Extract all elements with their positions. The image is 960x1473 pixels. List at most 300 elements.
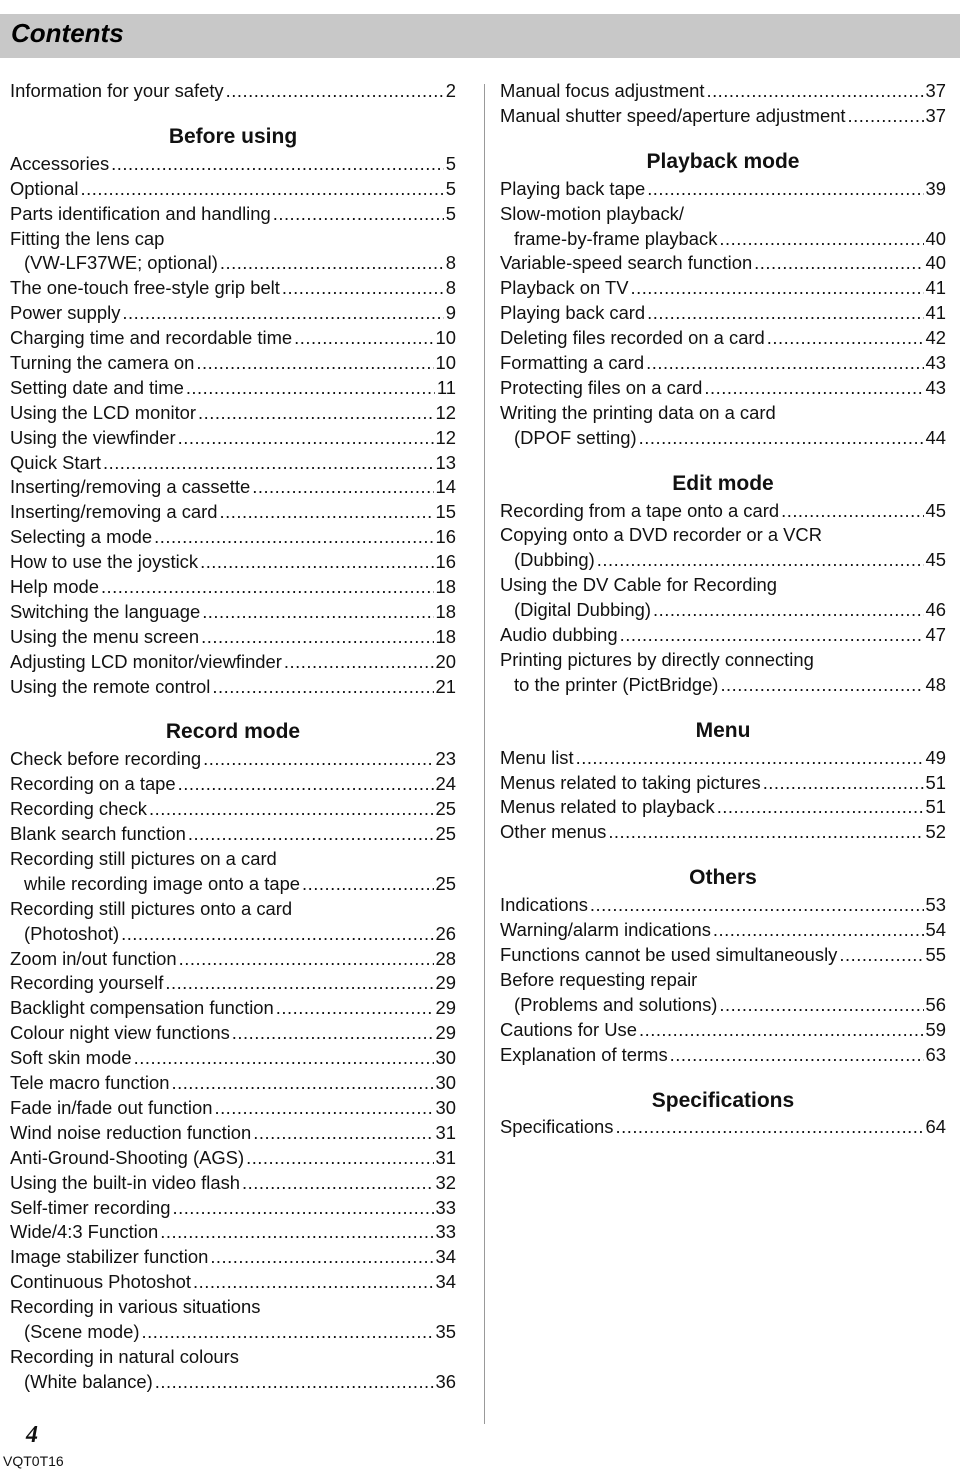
toc-entry[interactable] [10, 1021, 456, 1046]
toc-page-number: 11 [436, 376, 456, 398]
toc-entry-title: The one-touch free-style grip belt [10, 277, 280, 299]
toc-entry[interactable] [500, 499, 946, 524]
toc-entry-title: Playing back tape [500, 177, 646, 199]
toc-entry[interactable] [10, 822, 456, 847]
toc-page-number: 8 [445, 252, 456, 274]
toc-entry[interactable] [10, 550, 456, 575]
toc-entry[interactable] [10, 1270, 456, 1295]
dot-leader [630, 276, 923, 301]
toc-entry[interactable] [10, 1171, 456, 1196]
toc-page-number: 59 [925, 1018, 946, 1040]
toc-entry-title: Using the viewfinder [10, 426, 176, 448]
toc-entry-title: Formatting a card [500, 352, 645, 373]
dot-leader [201, 625, 433, 650]
dot-leader [576, 746, 924, 771]
toc-entry[interactable] [10, 152, 456, 177]
dot-leader [713, 918, 924, 943]
toc-entry[interactable] [500, 795, 946, 820]
toc-entry-title: Information for your safety [10, 79, 224, 101]
toc-entry-title: Before requesting repair [500, 968, 698, 990]
toc-page-number: 31 [435, 1121, 456, 1143]
toc-entry-title: Wide/4:3 Function [10, 1221, 159, 1243]
toc-entry[interactable] [500, 1018, 946, 1043]
toc-page-number: 63 [925, 1043, 946, 1065]
toc-entry-title: Slow-motion playback/ [500, 202, 684, 224]
toc-entry-title: Playing back card [500, 302, 646, 324]
toc-entry[interactable] [10, 1146, 456, 1171]
toc-page-number: 40 [925, 227, 946, 249]
toc-entry-title: Manual shutter speed/aperture adjustment [500, 104, 846, 126]
toc-entry-title: Recording in various situations [10, 1296, 261, 1318]
toc-page-number: 42 [925, 327, 946, 349]
toc-entry-title: Menus related to taking pictures [500, 771, 761, 793]
toc-entry-line [10, 1295, 456, 1320]
dot-leader [178, 772, 434, 797]
toc-page-number: 37 [925, 79, 946, 101]
toc-entry-title: Colour night view functions [10, 1022, 230, 1044]
toc-entry-title: How to use the joystick [10, 551, 199, 573]
toc-entry-title: Quick Start [10, 451, 101, 473]
toc-entry[interactable] [500, 79, 946, 104]
toc-page-number: 29 [435, 972, 456, 994]
toc-entry-line [10, 1345, 456, 1370]
toc-entry-title: Using the DV Cable for Recording [500, 574, 778, 596]
toc-entry[interactable] [10, 747, 456, 772]
toc-entry[interactable] [10, 1245, 456, 1270]
toc-right-column [500, 79, 946, 1140]
dot-leader [717, 795, 924, 820]
toc-page-number: 34 [435, 1246, 456, 1268]
dot-leader [134, 1046, 434, 1071]
toc-page-number: 41 [925, 277, 946, 299]
document-code: VQT0T16 [3, 1453, 64, 1469]
toc-entry[interactable] [500, 943, 946, 968]
dot-leader [246, 1146, 433, 1171]
dot-leader [160, 1220, 433, 1245]
toc-entry[interactable] [500, 376, 946, 401]
toc-page-number: 29 [435, 997, 456, 1019]
toc-entry-line [500, 401, 946, 426]
dot-leader [639, 1018, 924, 1043]
toc-page-number: 45 [925, 499, 946, 521]
dot-leader [639, 426, 924, 451]
toc-page-number: 30 [435, 1047, 456, 1069]
dot-leader [242, 1171, 434, 1196]
toc-entry[interactable] [500, 918, 946, 943]
toc-entry-title: Adjusting LCD monitor/viewfinder [10, 650, 282, 672]
dot-leader [101, 575, 434, 600]
toc-entry[interactable] [10, 276, 456, 301]
toc-entry[interactable] [10, 202, 456, 227]
section-heading: Before using [168, 124, 298, 148]
toc-entry-title: frame-by-frame playback [514, 227, 718, 249]
toc-entry[interactable] [10, 475, 456, 500]
dot-leader [252, 475, 433, 500]
toc-page-number: 46 [925, 599, 946, 621]
dot-leader [226, 79, 444, 104]
toc-page-number: 30 [435, 1096, 456, 1118]
dot-leader [188, 822, 434, 847]
toc-page-number: 33 [435, 1221, 456, 1243]
toc-page-number: 30 [435, 1072, 456, 1094]
toc-page-number: 40 [925, 252, 946, 274]
toc-entry[interactable] [10, 650, 456, 675]
toc-page-number: 35 [435, 1320, 456, 1342]
toc-entry-title: Help mode [10, 576, 99, 598]
dot-leader [720, 673, 923, 698]
toc-entry[interactable] [500, 820, 946, 845]
toc-entry[interactable] [10, 575, 456, 600]
toc-entry[interactable] [10, 772, 456, 797]
toc-entry-title: Check before recording [10, 748, 202, 770]
toc-entry[interactable] [10, 301, 456, 326]
toc-page-number: 37 [925, 104, 946, 126]
dot-leader [165, 971, 433, 996]
toc-entry[interactable] [10, 1196, 456, 1221]
toc-entry[interactable] [10, 177, 456, 202]
toc-entry-line [500, 523, 946, 548]
toc-entry-title: Charging time and recordable time [10, 327, 293, 349]
toc-entry-title: Manual focus adjustment [500, 79, 705, 101]
toc-page-number: 8 [445, 277, 456, 299]
dot-leader [171, 1071, 433, 1096]
toc-entry[interactable] [500, 251, 946, 276]
toc-entry[interactable] [500, 227, 946, 252]
toc-page-number: 32 [435, 1171, 456, 1193]
toc-entry-title: Variable-speed search function [500, 252, 753, 274]
toc-entry-title: Fade in/fade out function [10, 1096, 213, 1118]
toc-entry-title: Backlight compensation function [10, 997, 274, 1019]
toc-entry[interactable] [500, 548, 946, 573]
toc-entry-title: Indications [500, 894, 588, 916]
toc-entry[interactable] [10, 251, 456, 276]
toc-page-number: 53 [925, 894, 946, 916]
toc-entry[interactable] [10, 525, 456, 550]
toc-page-number: 51 [925, 796, 946, 818]
toc-entry-title: (DPOF setting) [514, 426, 637, 448]
toc-page-number: 44 [925, 426, 946, 448]
dot-leader [149, 797, 434, 822]
toc-page-number: 25 [435, 798, 456, 820]
toc-entry[interactable] [500, 598, 946, 623]
toc-entry-title: Zoom in/out function [10, 947, 177, 969]
toc-entry-title: Writing the printing data on a card [500, 401, 776, 423]
toc-page-number: 55 [925, 944, 946, 966]
toc-entry-title: Specifications [500, 1116, 614, 1138]
toc-entry[interactable] [10, 947, 456, 972]
dot-leader [653, 598, 924, 623]
toc-page-number: 20 [435, 650, 456, 672]
toc-entry[interactable] [500, 351, 946, 376]
toc-page-number: 26 [435, 922, 456, 944]
dot-leader [196, 351, 433, 376]
dot-leader [704, 376, 923, 401]
toc-page-number: 12 [435, 426, 456, 448]
toc-entry[interactable] [10, 1071, 456, 1096]
dot-leader [198, 401, 434, 426]
dot-leader [754, 251, 923, 276]
toc-entry-title: Warning/alarm indications [500, 919, 711, 941]
dot-leader [212, 675, 433, 700]
toc-page-number: 49 [925, 746, 946, 768]
toc-entry-line [500, 648, 946, 673]
toc-page-number: 36 [435, 1370, 456, 1392]
section-heading: Menu [695, 718, 751, 742]
dot-leader [155, 1370, 434, 1395]
toc-page-number: 16 [435, 526, 456, 548]
toc-page-number: 18 [435, 576, 456, 598]
toc-entry-title: Audio dubbing [500, 624, 618, 646]
toc-entry[interactable] [500, 746, 946, 771]
dot-leader [615, 1115, 923, 1140]
dot-leader [220, 500, 434, 525]
toc-entry-title: Selecting a mode [10, 526, 153, 548]
dot-leader [103, 451, 434, 476]
toc-left-column [10, 79, 456, 1395]
toc-entry-title: Recording still pictures onto a card [10, 897, 293, 919]
section-heading: Edit mode [672, 471, 774, 495]
toc-entry-title: Other menus [500, 821, 607, 843]
toc-page-number: 5 [445, 152, 456, 174]
toc-entry[interactable] [10, 1096, 456, 1121]
toc-entry-title: Recording still pictures on a card [10, 848, 277, 870]
dot-leader [608, 820, 923, 845]
toc-entry[interactable] [10, 401, 456, 426]
toc-entry-line [500, 968, 946, 993]
toc-entry[interactable] [10, 675, 456, 700]
toc-entry-title: to the printer (PictBridge) [514, 673, 719, 695]
dot-leader [154, 525, 433, 550]
toc-page-number: 5 [445, 202, 456, 224]
toc-entry[interactable] [10, 376, 456, 401]
toc-entry-title: Printing pictures by directly connecting [500, 648, 814, 670]
toc-entry-line [10, 897, 456, 922]
dot-leader [302, 872, 434, 897]
toc-page-number: 47 [925, 624, 946, 646]
toc-entry-title: Blank search function [10, 823, 186, 845]
dot-leader [232, 1021, 434, 1046]
toc-entry[interactable] [10, 451, 456, 476]
toc-entry-title: Recording in natural colours [10, 1345, 239, 1367]
dot-leader [767, 326, 924, 351]
toc-entry[interactable] [500, 623, 946, 648]
toc-entry-title: Optional [10, 177, 79, 199]
toc-entry[interactable] [10, 797, 456, 822]
toc-entry[interactable] [10, 500, 456, 525]
toc-page-number: 41 [925, 302, 946, 324]
section-heading: Playback mode [646, 149, 800, 173]
toc-entry[interactable] [10, 1370, 456, 1395]
dot-leader [620, 623, 924, 648]
toc-entry-title: Tele macro function [10, 1072, 170, 1094]
dot-leader [186, 376, 435, 401]
toc-page-number: 10 [435, 327, 456, 349]
dot-leader [172, 1196, 433, 1221]
dot-leader [590, 893, 924, 918]
toc-entry-title: (Scene mode) [24, 1320, 140, 1342]
toc-entry-title: Menu list [500, 746, 574, 768]
toc-entry-title: Playback on TV [500, 277, 629, 299]
page-number: 4 [26, 1422, 38, 1448]
dot-leader [142, 1320, 434, 1345]
toc-entry[interactable] [500, 104, 946, 129]
toc-entry-title: Self-timer recording [10, 1196, 171, 1218]
toc-page-number: 33 [435, 1196, 456, 1218]
toc-page-number: 15 [435, 501, 456, 523]
toc-entry[interactable] [500, 673, 946, 698]
dot-leader [284, 650, 434, 675]
toc-entry[interactable] [10, 351, 456, 376]
toc-entry-title: Cautions for Use [500, 1018, 637, 1040]
toc-page-number: 45 [925, 549, 946, 571]
toc-entry[interactable] [500, 301, 946, 326]
toc-entry-title: while recording image onto a tape [24, 872, 301, 894]
dot-leader [179, 947, 434, 972]
toc-page-number: 43 [925, 352, 946, 373]
dot-leader [202, 600, 433, 625]
toc-entry-title: Using the built-in video flash [10, 1171, 241, 1193]
dot-leader [647, 301, 923, 326]
toc-entry[interactable] [10, 872, 456, 897]
dot-leader [122, 301, 443, 326]
dot-leader [193, 1270, 434, 1295]
toc-entry-line [10, 227, 456, 252]
dot-leader [111, 152, 444, 177]
toc-entry-title: Inserting/removing a card [10, 501, 218, 523]
toc-page-number: 16 [435, 551, 456, 573]
section-heading: Others [689, 866, 757, 890]
toc-page-number: 25 [435, 823, 456, 845]
dot-leader [647, 177, 923, 202]
header-bar [0, 14, 960, 58]
toc-entry-line [500, 202, 946, 227]
toc-entry[interactable] [10, 326, 456, 351]
toc-entry-title: Soft skin mode [10, 1047, 132, 1069]
toc-page-number: 29 [435, 1022, 456, 1044]
toc-page-number: 51 [925, 771, 946, 793]
toc-page-number: 18 [435, 625, 456, 647]
toc-entry-title: (VW-LF37WE; optional) [24, 252, 218, 274]
section-heading: Specifications [651, 1088, 795, 1112]
toc-page-number: 10 [435, 352, 456, 373]
toc-entry-title: Recording check [10, 798, 147, 820]
dot-leader [203, 747, 433, 772]
toc-entry[interactable] [500, 893, 946, 918]
dot-leader [848, 104, 924, 129]
toc-page-number: 14 [435, 476, 456, 498]
toc-entry[interactable] [10, 1046, 456, 1071]
toc-entry-title: Explanation of terms [500, 1043, 668, 1065]
toc-entry-title: Parts identification and handling [10, 202, 271, 224]
toc-entry-title: Setting date and time [10, 376, 184, 398]
section-heading: Record mode [165, 720, 301, 744]
toc-entry[interactable] [10, 600, 456, 625]
toc-page-number: 21 [435, 675, 456, 697]
toc-entry-title: (Digital Dubbing) [514, 599, 651, 621]
column-divider [484, 84, 485, 1424]
dot-leader [719, 993, 923, 1018]
dot-leader [253, 1121, 433, 1146]
dot-leader [282, 276, 444, 301]
toc-entry[interactable] [500, 276, 946, 301]
toc-entry-title: Accessories [10, 152, 110, 174]
toc-entry[interactable] [500, 177, 946, 202]
toc-entry[interactable] [500, 771, 946, 796]
toc-entry[interactable] [10, 426, 456, 451]
dot-leader [276, 996, 434, 1021]
toc-entry[interactable] [500, 426, 946, 451]
toc-entry-title: Switching the language [10, 600, 201, 622]
toc-page-number: 56 [925, 993, 946, 1015]
dot-leader [214, 1096, 433, 1121]
toc-page-number: 2 [445, 79, 456, 101]
toc-entry[interactable] [500, 326, 946, 351]
page-title: Contents [11, 18, 124, 48]
toc-entry-title: (Dubbing) [514, 549, 595, 571]
toc-entry-title: Copying onto a DVD recorder or a VCR [500, 524, 822, 546]
toc-entry-title: Inserting/removing a cassette [10, 476, 251, 498]
toc-entry-title: Fitting the lens cap [10, 227, 165, 249]
dot-leader [220, 251, 444, 276]
toc-entry-line [10, 847, 456, 872]
toc-page-number: 39 [925, 177, 946, 199]
toc-entry-title: Anti-Ground-Shooting (AGS) [10, 1146, 245, 1168]
toc-entry-title: Wind noise reduction function [10, 1121, 252, 1143]
toc-entry[interactable] [10, 922, 456, 947]
toc-entry-title: (Photoshot) [24, 922, 120, 944]
toc-entry[interactable] [10, 996, 456, 1021]
dot-leader [839, 943, 923, 968]
toc-entry[interactable] [10, 1121, 456, 1146]
toc-page-number: 34 [435, 1271, 456, 1293]
dot-leader [121, 922, 433, 947]
toc-entry[interactable] [10, 1220, 456, 1245]
toc-entry-title: Recording yourself [10, 972, 164, 994]
dot-leader [719, 227, 923, 252]
toc-page-number: 18 [435, 600, 456, 622]
toc-entry-title: Menus related to playback [500, 796, 715, 818]
dot-leader [81, 177, 444, 202]
toc-page-number: 12 [435, 401, 456, 423]
toc-entry[interactable] [10, 625, 456, 650]
toc-entry-title: Using the menu screen [10, 625, 200, 647]
toc-entry[interactable] [500, 1116, 946, 1141]
toc-page-number: 52 [925, 821, 946, 843]
toc-page-number: 25 [435, 872, 456, 894]
dot-leader [294, 326, 433, 351]
toc-page-number: 48 [925, 673, 946, 695]
toc-entry-title: Using the remote control [10, 675, 211, 697]
toc-entry-title: Image stabilizer function [10, 1246, 209, 1268]
toc-entry-title: Turning the camera on [10, 352, 195, 373]
dot-leader [200, 550, 433, 575]
toc-page-number: 54 [925, 919, 946, 941]
toc-entry[interactable] [10, 79, 456, 104]
toc-entry-title: Power supply [10, 302, 121, 324]
toc-entry-title: Protecting files on a card [500, 376, 703, 398]
dot-leader [597, 548, 924, 573]
toc-entry[interactable] [10, 1320, 456, 1345]
toc-entry[interactable] [500, 993, 946, 1018]
toc-page-number: 24 [435, 773, 456, 795]
toc-entry-line [500, 573, 946, 598]
toc-page-number: 5 [445, 177, 456, 199]
toc-page-number: 43 [925, 376, 946, 398]
toc-entry[interactable] [500, 1043, 946, 1068]
dot-leader [210, 1245, 433, 1270]
toc-entry-title: (Problems and solutions) [514, 993, 718, 1015]
toc-entry[interactable] [10, 972, 456, 997]
